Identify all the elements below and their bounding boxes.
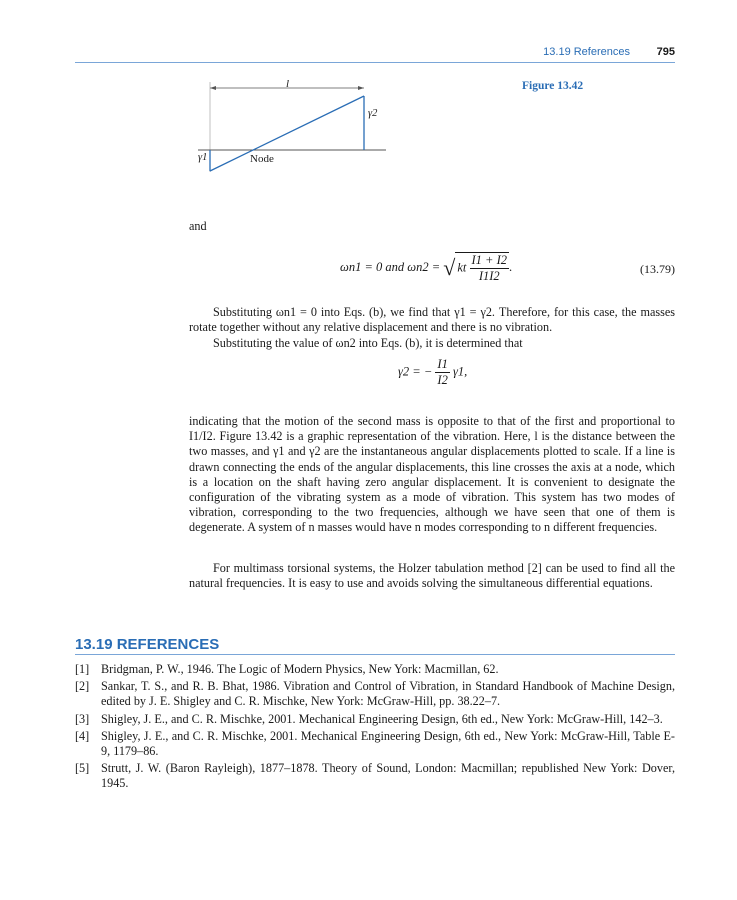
equation-number: (13.79) (640, 262, 675, 276)
reference-text: Shigley, J. E., and C. R. Mischke, 2001. Mechanical Engineering Design, 6th ed., New York: McGraw-Hill, Table E-9, 1179–86. (101, 728, 675, 759)
text-and: and (189, 219, 207, 233)
reference-text: Bridgman, P. W., 1946. The Logic of Modern Physics, New York: Macmillan, 62. (101, 662, 499, 676)
reference-item (75, 662, 675, 677)
eq2-num: I1 (437, 357, 448, 371)
reference-number: [2] (75, 679, 90, 694)
eq2-fraction (435, 357, 449, 388)
mode-shape-diagram (180, 72, 400, 182)
mode-line (210, 96, 364, 171)
references-heading: 13.19 REFERENCES (75, 636, 220, 653)
label-gamma2: γ2 (368, 108, 378, 119)
eq2-rhs: γ1, (452, 364, 468, 379)
reference-number: [4] (75, 728, 90, 743)
header-rule (75, 62, 675, 63)
label-length: l (286, 78, 290, 90)
eq2-lhs: γ2 = − (398, 364, 433, 379)
reference-item (75, 679, 675, 709)
references-list (75, 662, 675, 794)
label-gamma1: γ1 (198, 152, 208, 163)
reference-text: Shigley, J. E., and C. R. Mischke, 2001. Mechanical Engineering Design, 6th ed., New York: McGraw-Hill, 142–3. (101, 711, 663, 726)
reference-text: Strutt, J. W. (Baron Rayleigh), 1877–1878. Theory of Sound, London: Macmillan; republished New York: Dover, 1945. (101, 761, 675, 791)
eq1-num: I1 + I2 (471, 253, 508, 267)
eq1-den: I1I2 (478, 269, 500, 283)
dimension-arrow-right (358, 86, 364, 90)
paragraph-2: Substituting the value of ωn2 into Eqs. (b), it is determined that (213, 336, 523, 350)
figure-13-42 (180, 72, 400, 182)
running-head (75, 46, 675, 62)
reference-number: [5] (75, 761, 90, 776)
sqrt-body (455, 252, 509, 284)
reference-item (75, 729, 675, 759)
page-number: 795 (656, 46, 675, 58)
eq1-lhs: ωn1 = 0 and ωn2 = (340, 259, 441, 274)
running-head-section: 13.19 References (543, 46, 630, 58)
paragraph-1: Substituting ωn1 = 0 into Eqs. (b), we find that γ1 = γ2. Therefore, for this case, the masses rotate together without any relative displacement and there is no vibration. (189, 305, 675, 335)
paragraph-4: For multimass torsional systems, the Holzer tabulation method [2] can be used to find all the natural frequencies. It is easy to use and avoids solving the simultaneous differential equations. (189, 561, 675, 591)
eq1-k: kt (457, 260, 467, 275)
eq2-den: I2 (437, 373, 448, 387)
reference-item (75, 712, 675, 727)
reference-text: Sankar, T. S., and R. B. Bhat, 1986. Vibration and Control of Vibration, in Standard Handbook of Machine Design, edited by J. E. Shigley and C. R. Mischke, New York: McGraw-Hill, pp. 38.22–7. (101, 679, 675, 709)
sqrt-sign: √ (443, 255, 456, 280)
dimension-arrow-left (210, 86, 216, 90)
reference-number: [3] (75, 711, 90, 726)
eq1-fraction (470, 253, 510, 284)
paragraph-3: indicating that the motion of the second mass is opposite to that of the first and proportional to I1/I2. Figure 13.42 is a graphic representation of the vibration. Here, l is the distance between the two masses, and γ1 and γ2 are the instantaneous angular displacements plotted to scale. If a line is drawn connecting the ends of the angular displacements, this line crosses the axis at a node, which is a location on the shaft having zero angular displacement. It is convenient to designate the configuration of the vibrating system as a mode of vibration. This system has two modes of vibration, corresponding to the two frequencies, although we have seen that one of them is degenerate. A system of n masses would have n modes corresponding to n different frequencies. (189, 414, 675, 535)
references-rule (75, 654, 675, 655)
label-node: Node (250, 153, 274, 165)
equation-gamma2 (398, 357, 467, 388)
reference-item (75, 761, 675, 791)
figure-caption: Figure 13.42 (522, 80, 584, 92)
equation-13-79: ωn1 = 0 and ωn2 = √ kt $\frac{I1 + I2}{I1I2}$ . (340, 253, 513, 283)
reference-number: [1] (75, 662, 90, 676)
